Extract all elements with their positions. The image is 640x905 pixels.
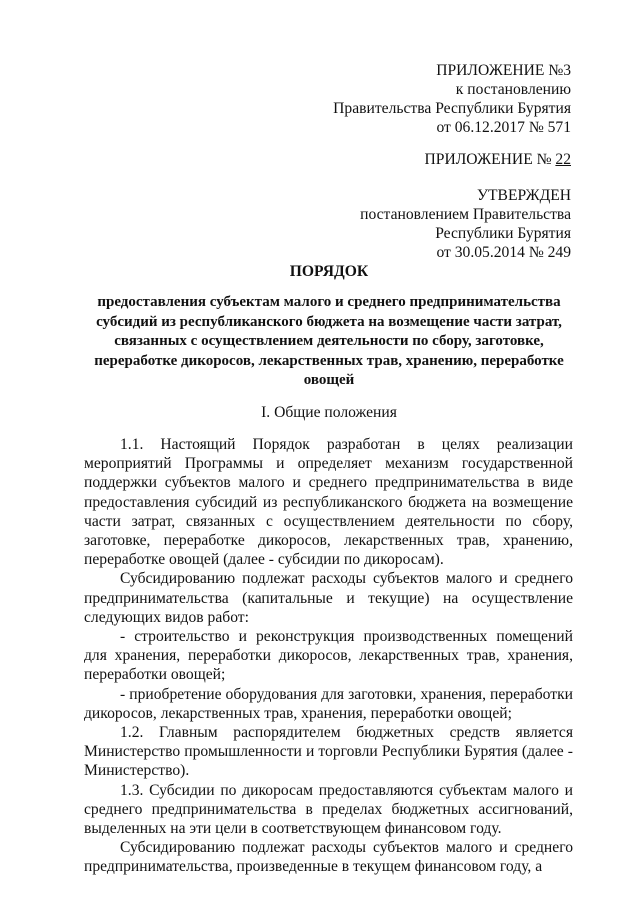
paragraph-list-item-equipment: - приобретение оборудования для заготовки, хранения, переработки дикоросов, лекарственных трав, хранения, переработки овощей;: [84, 685, 573, 722]
approved-line3: Республики Бурятия: [435, 225, 571, 242]
paragraph-subsidy-expenses: Субсидированию подлежат расходы субъектов малого и среднего предпринимательства (капитальные и текущие) на осуществление следующих видов работ:: [84, 570, 573, 626]
appendix22-number: 22: [555, 151, 571, 168]
approved-line4: от 30.05.2014 № 249: [436, 244, 571, 261]
document-subtitle: предоставления субъектам малого и среднего предпринимательства субсидий из республиканского бюджета на возмещение части затрат, связанных с осуществлением деятельности по сбору, заготовке, переработке дикоросов, лекарственных трав, хранению, переработке овощей: [94, 294, 564, 388]
document-title: ПОРЯДОК: [289, 263, 369, 280]
appendix3-line2: к постановлению: [455, 81, 571, 98]
paragraph-1-2: 1.2. Главным распорядителем бюджетных средств является Министерство промышленности и торговли Республики Бурятия (далее - Министерство).: [84, 724, 573, 780]
paragraph-1-3: 1.3. Субсидии по дикоросам предоставляются субъектам малого и среднего предпринимательства в пределах бюджетных ассигнований, выделенных на эти цели в соответствующем финансовом году.: [84, 781, 573, 838]
appendix22-prefix: ПРИЛОЖЕНИЕ №: [424, 151, 556, 168]
appendix3-line3: Правительства Республики Бурятия: [333, 100, 571, 117]
appendix3-line1: ПРИЛОЖЕНИЕ №3: [436, 62, 571, 79]
document-body: [84, 435, 573, 877]
paragraph-subsidy-current-year: Субсидированию подлежат расходы субъектов малого и среднего предпринимательства, произведенные в текущем финансовом году, а: [84, 839, 573, 876]
appendix22-heading: [425, 150, 571, 169]
paragraph-1-1: 1.1. Настоящий Порядок разработан в целях реализации мероприятий Программы и определяет механизм государственной поддержки субъектов малого и среднего предпринимательства в виде предоставления субсидий из республиканского бюджета на возмещение части затрат, связанных с осуществлением деятельности по сбору, заготовке, переработке дикоросов, лекарственных трав, хранению, переработке овощей (далее - субсидии по дикоросам).: [84, 436, 573, 569]
paragraph-list-item-construction: - строительство и реконструкция производственных помещений для хранения, переработки дикоросов, лекарственных трав, хранения, переработки овощей;: [84, 628, 573, 684]
approved-line1: УТВЕРЖДЕН: [476, 187, 571, 204]
section-title: I. Общие положения: [261, 404, 397, 421]
approved-line2: постановлением Правительства: [360, 206, 571, 223]
appendix3-line4: от 06.12.2017 № 571: [436, 119, 571, 136]
